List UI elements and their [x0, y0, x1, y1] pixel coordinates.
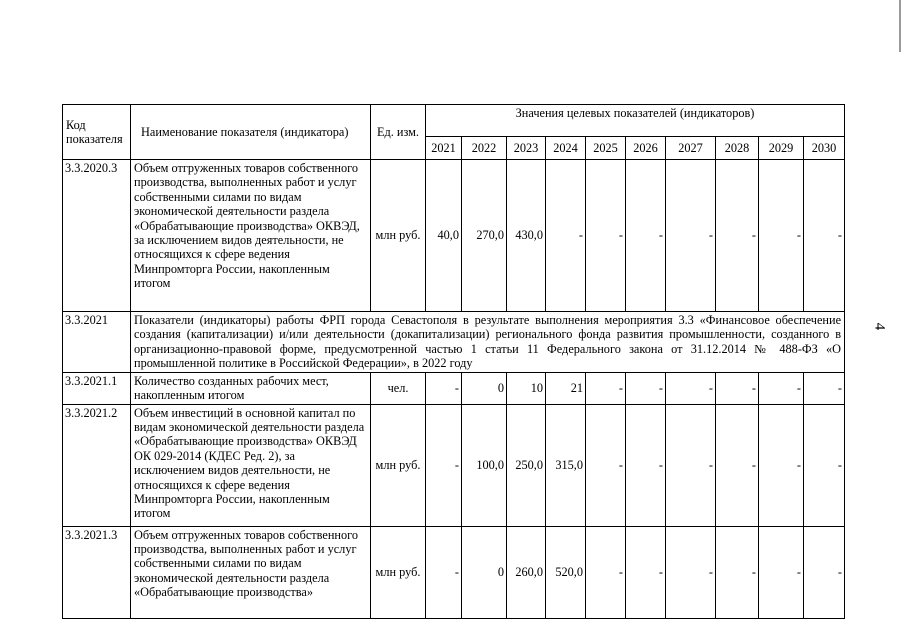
- row-unit: млн руб.: [371, 160, 426, 312]
- row-value: -: [666, 526, 716, 618]
- row-value: -: [546, 160, 586, 312]
- header-year: 2025: [586, 137, 626, 160]
- row-value: -: [626, 526, 666, 618]
- row-value: 0: [462, 372, 507, 404]
- row-code: 3.3.2020.3: [63, 160, 131, 312]
- row-value: -: [426, 526, 462, 618]
- row-value: -: [586, 372, 626, 404]
- row-code: 3.3.2021.2: [63, 404, 131, 526]
- row-value: -: [586, 160, 626, 312]
- row-value: -: [426, 404, 462, 526]
- table-row: [63, 312, 845, 373]
- row-value: -: [759, 160, 804, 312]
- header-year: 2030: [804, 137, 845, 160]
- header-year: 2024: [546, 137, 586, 160]
- header-year: 2029: [759, 137, 804, 160]
- row-name: Объем отгруженных товаров собственного производства, выполненных работ и услуг собственными силами по видам экономической деятельности раздела «Обрабатывающие производства»: [131, 526, 371, 618]
- row-code: 3.3.2021: [63, 312, 131, 373]
- row-value: -: [759, 526, 804, 618]
- row-value: -: [716, 404, 759, 526]
- row-value: -: [666, 404, 716, 526]
- row-unit: чел.: [371, 372, 426, 404]
- row-value: 100,0: [462, 404, 507, 526]
- row-value: 21: [546, 372, 586, 404]
- row-value: -: [626, 372, 666, 404]
- row-code: 3.3.2021.3: [63, 526, 131, 618]
- row-value: -: [716, 160, 759, 312]
- row-value: -: [626, 404, 666, 526]
- page-number: 4: [871, 322, 888, 331]
- row-name: Объем инвестиций в основной капитал по видам экономической деятельности раздела «Обрабатывающие производства» ОКВЭД ОК 029-2014 (КДЕС Ред. 2), за исключением видов деятельности, не относящихся к сфере ведения Минпромторга России, накопленным итогом: [131, 404, 371, 526]
- row-value: 40,0: [426, 160, 462, 312]
- row-value: -: [666, 160, 716, 312]
- header-year: 2028: [716, 137, 759, 160]
- row-value: 520,0: [546, 526, 586, 618]
- header-code: Код показателя: [63, 105, 131, 160]
- header-year: 2027: [666, 137, 716, 160]
- header-unit: Ед. изм.: [371, 105, 426, 160]
- row-value: -: [804, 160, 845, 312]
- header-values-title: Значения целевых показателей (индикаторов): [426, 105, 845, 137]
- row-value: 430,0: [507, 160, 546, 312]
- row-code: 3.3.2021.1: [63, 372, 131, 404]
- table-row: [63, 372, 845, 404]
- row-value: -: [426, 372, 462, 404]
- header-year: 2026: [626, 137, 666, 160]
- row-value: -: [716, 526, 759, 618]
- row-value: 10: [507, 372, 546, 404]
- table-row: [63, 526, 845, 618]
- header-year: 2023: [507, 137, 546, 160]
- row-value: -: [804, 526, 845, 618]
- scan-edge-line: [899, 0, 901, 52]
- header-year: 2022: [462, 137, 507, 160]
- indicators-table: [62, 104, 845, 619]
- row-value: 270,0: [462, 160, 507, 312]
- row-value: -: [626, 160, 666, 312]
- row-value: 315,0: [546, 404, 586, 526]
- header-name: Наименование показателя (индикатора): [131, 105, 371, 160]
- row-value: -: [586, 404, 626, 526]
- row-value: 0: [462, 526, 507, 618]
- row-name: Объем отгруженных товаров собственного производства, выполненных работ и услуг собственными силами по видам экономической деятельности раздела «Обрабатывающие производства» ОКВЭД, за исключением видов деятельности, не относящихся к сфере ведения Минпромторга России, накопленным итогом: [131, 160, 371, 312]
- row-unit: млн руб.: [371, 526, 426, 618]
- row-value: -: [716, 372, 759, 404]
- header-year: 2021: [426, 137, 462, 160]
- row-value: -: [804, 404, 845, 526]
- row-value: -: [759, 404, 804, 526]
- row-value: 250,0: [507, 404, 546, 526]
- row-value: -: [759, 372, 804, 404]
- row-value: -: [666, 372, 716, 404]
- header-row: [63, 105, 845, 137]
- row-unit: млн руб.: [371, 404, 426, 526]
- row-value: -: [586, 526, 626, 618]
- table-row: [63, 404, 845, 526]
- table-row: [63, 160, 845, 312]
- row-value: 260,0: [507, 526, 546, 618]
- section-description: Показатели (индикаторы) работы ФРП города Севастополя в результате выполнения мероприятия 3.3 «Финансовое обеспечение создания (капитализации) и/или деятельности (докапитализации) регионального фонда развития промышленности, созданного в организационно-правовой форме, предусмотренной частью 1 статьи 11 Федерального закона от 31.12.2014 № 488-ФЗ «О промышленной политике в Российской Федерации», в 2022 году: [131, 312, 845, 373]
- row-name: Количество созданных рабочих мест, накопленным итогом: [131, 372, 371, 404]
- row-value: -: [804, 372, 845, 404]
